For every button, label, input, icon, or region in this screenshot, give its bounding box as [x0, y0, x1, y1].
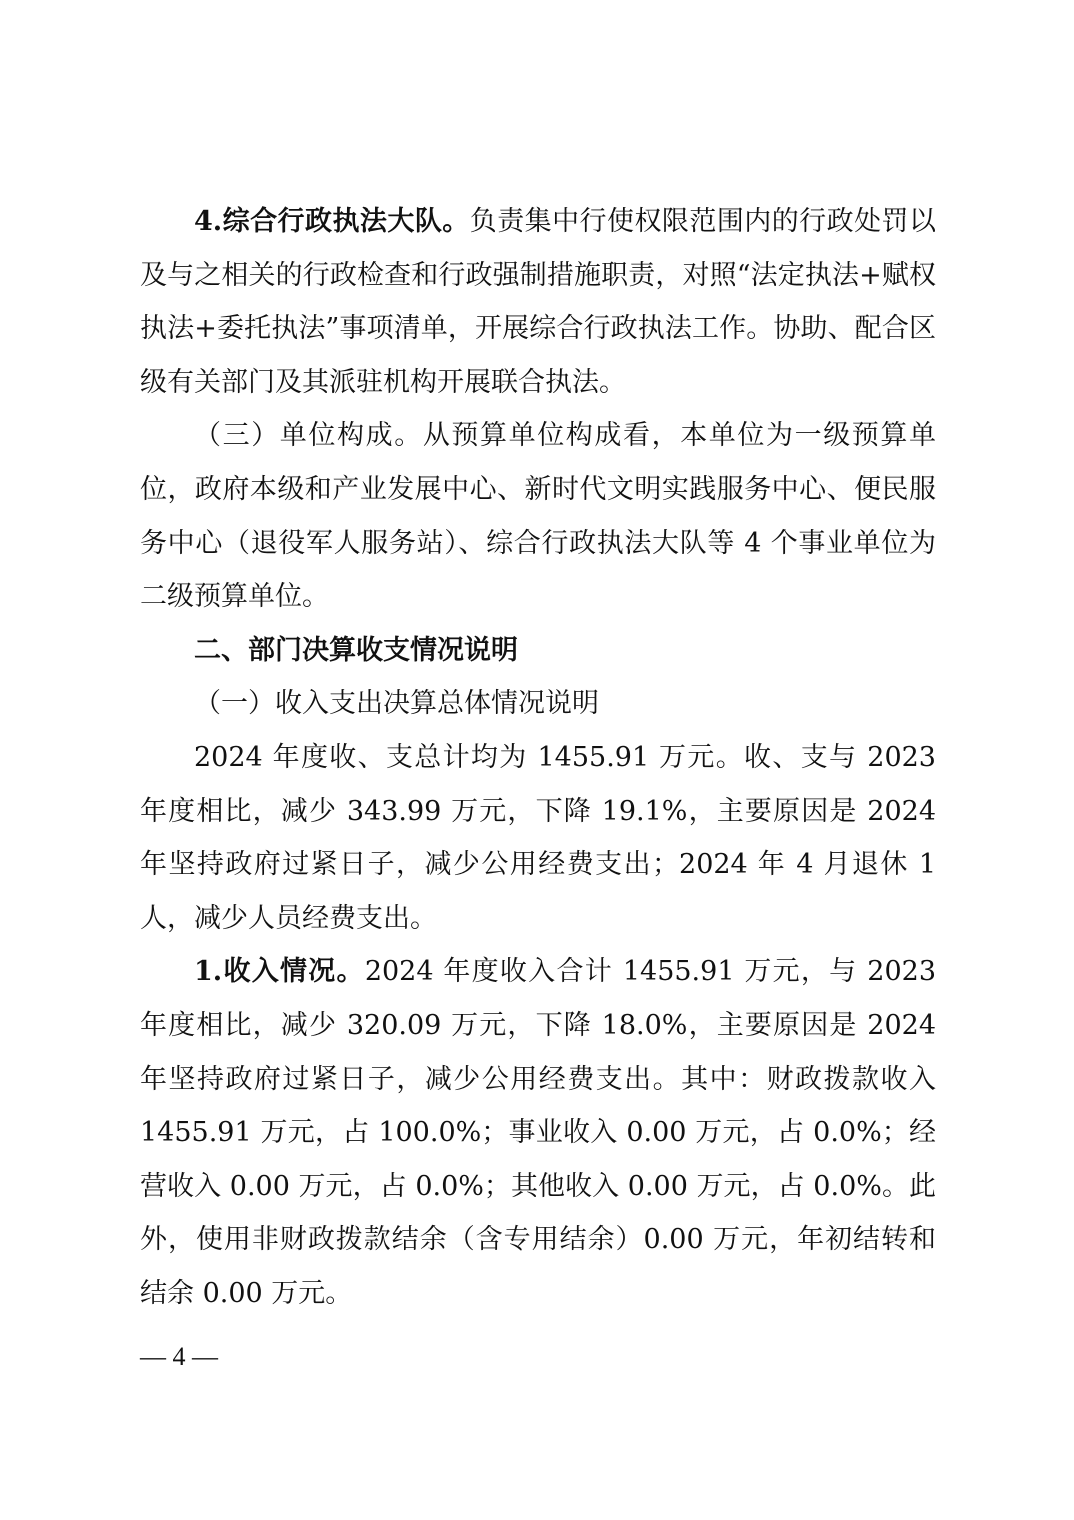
paragraph-enforcement-brigade — [140, 195, 936, 409]
page-number: — 4 — — [140, 1342, 218, 1371]
subsection-heading: （一）收入支出决算总体情况说明 — [194, 688, 599, 720]
paragraph-income — [140, 945, 936, 1320]
paragraph-unit-composition — [140, 409, 936, 623]
paragraph-lead: 4.综合行政执法大队。 — [194, 206, 470, 237]
paragraph-overview: 2024 年度收、支总计均为 1455.91 万元。收、支与 2023 年度相比，减少 343.99 万元，下降 19.1%，主要原因是 2024 年坚持政府过紧日子，减少公用经费支出；2024 年 4 月退休 1 人，减少人员经费支出。 — [140, 741, 936, 934]
paragraph-text: 2024 年度收入合计 1455.91 万元，与 2023 年度相比，减少 320.09 万元，下降 18.0%，主要原因是 2024 年坚持政府过紧日子，减少公用经费支出。其中：财政拨款收入 1455.91 万元，占 100.0%；事业收入 0.00 万元，占 0.0%；经营收入 0.00 万元，占 0.0%；其他收入 0.00 万元，占 0.0%。此外，使用非财政拨款结余（含专用结余）0.00 万元，年初结转和结余 0.00 万元。 — [140, 956, 936, 1309]
section-heading: 二、部门决算收支情况说明 — [194, 634, 518, 666]
paragraph-lead: 1.收入情况。 — [194, 956, 365, 988]
paragraph-text: 负责集中行使权限范围内的行政处罚以及与之相关的行政检查和行政强制措施职责，对照“法定执法+赋权执法+委托执法”事项清单，开展综合行政执法工作。协助、配合区级有关部门及其派驻机构开展联合执法。 — [140, 206, 937, 398]
paragraph-lead: （三）单位构成。 — [194, 420, 423, 452]
paragraph-text: 从预算单位构成看，本单位为一级预算单位，政府本级和产业发展中心、新时代文明实践服务中心、便民服务中心（退役军人服务站）、综合行政执法大队等 4 个事业单位为二级预算单位。 — [140, 420, 937, 613]
page-body — [140, 195, 936, 1320]
